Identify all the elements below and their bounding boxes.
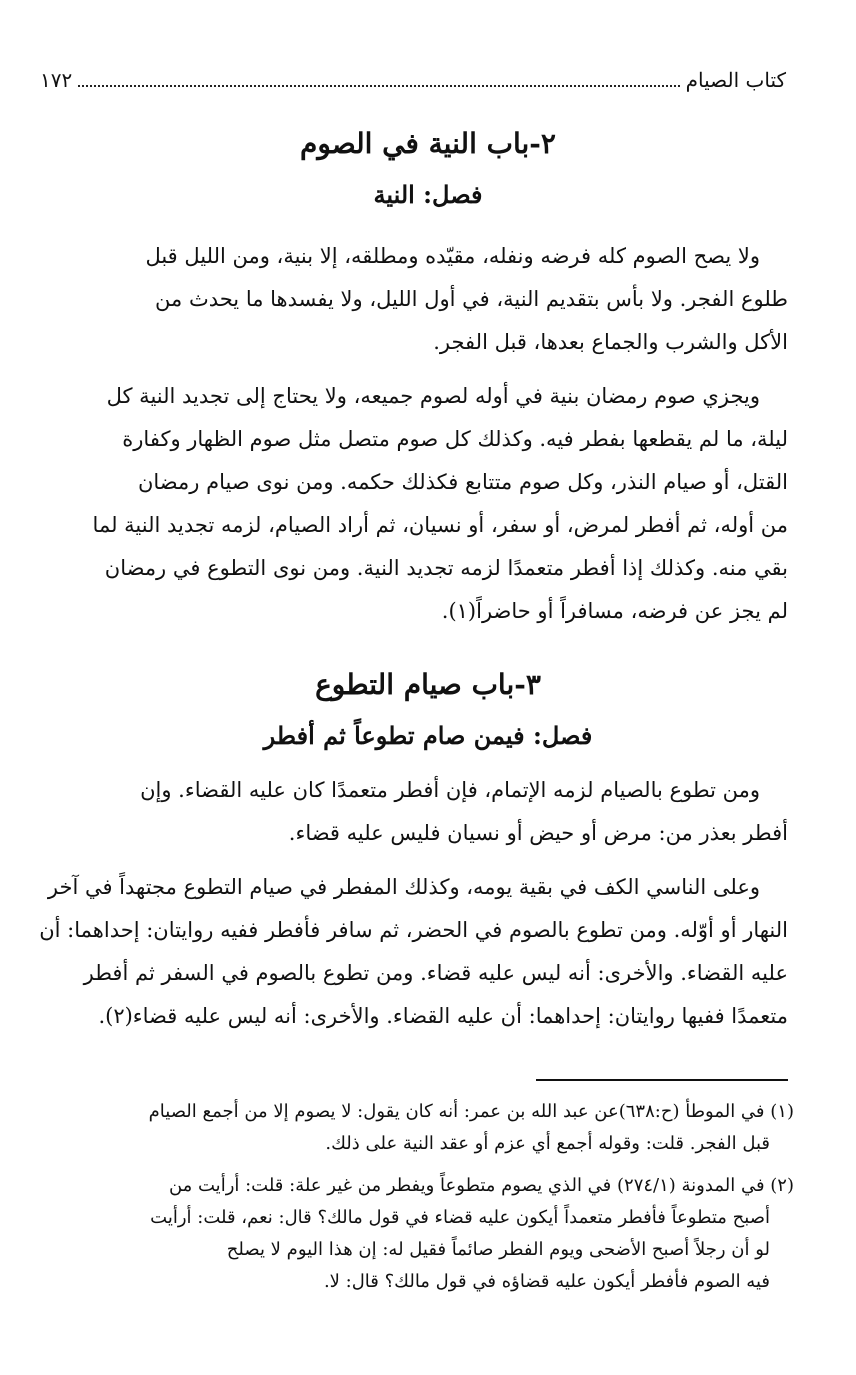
footnote-divider bbox=[536, 1079, 788, 1081]
dot-leader bbox=[78, 84, 679, 87]
footnote-line: (١) في الموطأ (ح:٦٣٨)عن عبد الله بن عمر: أنه كان يقول: لا يصوم إلا من أجمع الصيام bbox=[148, 1101, 794, 1122]
paragraph bbox=[40, 769, 788, 855]
footnote bbox=[40, 1170, 794, 1298]
text-line: أفطر بعذر من: مرض أو حيض أو نسيان فليس عليه قضاء. bbox=[288, 821, 788, 845]
text-line: طلوع الفجر. ولا بأس بتقديم النية، في أول الليل، ولا يفسدها ما يحدث من bbox=[155, 287, 788, 311]
text-line: ليلة، ما لم يقطعها بفطر فيه. وكذلك كل صوم متصل مثل صوم الظهار وكفارة bbox=[122, 427, 788, 451]
paragraph bbox=[40, 375, 788, 633]
footnote-line: لو أن رجلاً أصبح الأضحى ويوم الفطر صائماً فقيل له: إن هذا اليوم لا يصلح bbox=[226, 1239, 770, 1260]
section-subheading: فصل: النية bbox=[373, 180, 483, 209]
text-line: ومن تطوع بالصيام لزمه الإتمام، فإن أفطر متعمدًا كان عليه القضاء. وإن bbox=[140, 778, 760, 802]
text-line: بقي منه. وكذلك إذا أفطر متعمدًا لزمه تجديد النية. ومن نوى التطوع في رمضان bbox=[104, 556, 788, 580]
footnote-line: قبل الفجر. قلت: وقوله أجمع أي عزم أو عقد النية على ذلك. bbox=[325, 1133, 770, 1154]
chapter-heading: ٣-باب صيام التطوع bbox=[315, 668, 541, 701]
text-line: من أوله، ثم أفطر لمرض، أو سفر، أو نسيان، ثم أراد الصيام، لزمه تجديد النية لما bbox=[92, 513, 788, 537]
text-line: ويجزي صوم رمضان بنية في أوله لصوم جميعه، ولا يحتاج إلى تجديد النية كل bbox=[106, 384, 760, 408]
section-subheading: فصل: فيمن صام تطوعاً ثم أفطر bbox=[263, 721, 593, 750]
chapter-heading: ٢-باب النية في الصوم bbox=[300, 127, 556, 160]
text-line: عليه القضاء. والأخرى: أنه ليس عليه قضاء. ومن تطوع بالصوم في السفر ثم أفطر bbox=[83, 961, 788, 985]
text-line: الأكل والشرب والجماع بعدها، قبل الفجر. bbox=[433, 330, 788, 354]
text-line: لم يجز عن فرضه، مسافراً أو حاضراً(١). bbox=[441, 599, 788, 623]
footnote-line: فيه الصوم فأفطر أيكون عليه قضاؤه في قول مالك؟ قال: لا. bbox=[323, 1271, 770, 1292]
text-line: النهار أو أوّله. ومن تطوع بالصوم في الحضر، ثم سافر فأفطر ففيه روايتان: إحداهما: أن bbox=[39, 918, 788, 942]
footnote-line: (٢) في المدونة (٢٧٤/١) في الذي يصوم متطوعاً ويفطر من غير علة: قلت: أرأيت من bbox=[168, 1175, 794, 1196]
text-line: متعمدًا ففيها روايتان: إحداهما: أن عليه القضاء. والأخرى: أنه ليس عليه قضاء(٢). bbox=[98, 1004, 788, 1028]
paragraph bbox=[40, 235, 788, 364]
text-line: وعلى الناسي الكف في بقية يومه، وكذلك المفطر في صيام التطوع مجتهداً في آخر bbox=[47, 875, 760, 899]
footnote bbox=[40, 1096, 794, 1160]
footnote-line: أصبح متطوعاً فأفطر متعمداً أيكون عليه قضاء في قول مالك؟ قال: نعم، قلت: أرأيت bbox=[150, 1207, 770, 1228]
text-line: القتل، أو صيام النذر، وكل صوم متتابع فكذلك حكمه. ومن نوى صيام رمضان bbox=[137, 470, 788, 494]
page-number: ١٧٢ bbox=[40, 68, 73, 92]
paragraph bbox=[40, 866, 788, 1038]
running-head bbox=[40, 58, 786, 92]
running-head-book-title: كتاب الصيام bbox=[685, 68, 786, 92]
text-line: ولا يصح الصوم كله فرضه ونفله، مقيّده ومطلقه، إلا بنية، ومن الليل قبل bbox=[145, 244, 760, 268]
